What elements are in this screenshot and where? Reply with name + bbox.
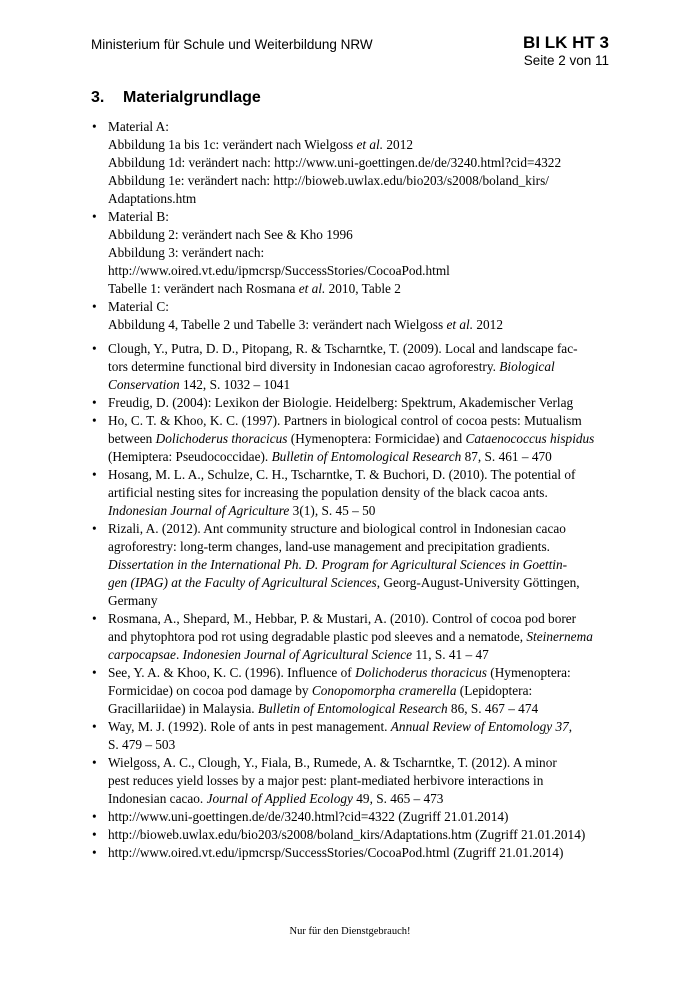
italic-text: Bulletin of Entomological Research xyxy=(271,449,462,464)
text-segment: (Hymenoptera: xyxy=(486,665,571,680)
text-line xyxy=(108,448,611,466)
text-line xyxy=(108,226,611,244)
text-line xyxy=(108,664,611,682)
material-label: • Material A: xyxy=(108,119,169,134)
reference-item xyxy=(91,664,611,718)
text-line xyxy=(108,772,611,790)
material-item xyxy=(91,208,611,298)
text-line xyxy=(108,826,611,844)
footer-note: Nur für den Dienstgebrauch! xyxy=(289,926,411,937)
text-line xyxy=(108,736,611,754)
text-segment: . xyxy=(175,647,183,662)
italic-text: carpocapsae xyxy=(108,647,176,662)
text-segment: Formicidae) on cocoa pod damage by xyxy=(108,683,312,698)
italic-text: Conservation xyxy=(108,377,180,392)
text-segment: (Hemiptera: Pseudococcidae). xyxy=(108,449,272,464)
italic-text: gen (IPAG) at the Faculty of Agricultural Sciences xyxy=(108,575,377,590)
text-segment: Ho, C. T. & Khoo, K. C. (1997). Partners in biological control of cocoa pests: Mutualism xyxy=(108,413,582,428)
reference-item xyxy=(91,826,611,844)
italic-text: Biological xyxy=(499,359,555,374)
text-line xyxy=(108,136,611,154)
italic-text: Dissertation in the International Ph. D. Program for Agricultural Sciences in Goettin- xyxy=(108,557,568,572)
material-item xyxy=(91,118,611,208)
text-line xyxy=(108,154,611,172)
text-segment: Freudig, D. (2004): Lexikon der Biologie. Heidelberg: Spektrum, Akademischer Verlag xyxy=(108,395,574,410)
italic-text: et al. xyxy=(298,281,326,296)
text-segment: , Georg-August-University Göttingen, xyxy=(376,575,580,590)
text-segment: Indonesian cacao. xyxy=(108,791,207,806)
text-line xyxy=(108,244,611,262)
section-number: 3. xyxy=(91,89,105,106)
reference-item xyxy=(91,808,611,826)
page-content xyxy=(91,118,611,862)
header-ministry: Ministerium für Schule und Weiterbildung NRW xyxy=(91,37,373,52)
text-line xyxy=(108,610,611,628)
text-line xyxy=(108,682,611,700)
text-segment: 2012 xyxy=(473,317,503,332)
text-line xyxy=(108,538,611,556)
text-line xyxy=(108,340,611,358)
text-segment: tors determine functional bird diversity in Indonesian cacao agroforestry. xyxy=(108,359,500,374)
text-segment: Rosmana, A., Shepard, M., Hebbar, P. & Mustari, A. (2010). Control of cocoa pod borer xyxy=(108,611,577,626)
reference-item xyxy=(91,610,611,664)
text-line xyxy=(108,262,611,280)
text-line xyxy=(108,808,611,826)
text-line xyxy=(108,172,611,190)
text-segment: 49, S. 465 – 473 xyxy=(352,791,444,806)
reference-item xyxy=(91,844,611,862)
text-segment: Rizali, A. (2012). Ant community structure and biological control in Indonesian cacao xyxy=(108,521,566,536)
italic-text: et al. xyxy=(356,137,384,152)
header-code: BI LK HT 3 xyxy=(523,33,609,52)
section-title: Materialgrundlage xyxy=(123,89,261,106)
italic-text: Indonesien Journal of Agricultural Science xyxy=(182,647,413,662)
text-line xyxy=(108,190,611,208)
reference-item xyxy=(91,340,611,394)
text-segment: Adaptations.htm xyxy=(108,191,197,206)
text-segment: http://www.uni-goettingen.de/de/3240.html?cid=4322 (Zugriff 21.01.2014) xyxy=(108,809,509,824)
text-segment: http://www.oired.vt.edu/ipmcrsp/SuccessStories/CocoaPod.html xyxy=(108,263,450,278)
text-segment: Abbildung 1e: verändert nach: http://bioweb.uwlax.edu/bio203/s2008/boland_kirs/ xyxy=(108,173,549,188)
text-line xyxy=(108,520,611,538)
material-list xyxy=(91,118,611,334)
text-segment: Gracillariidae) in Malaysia. xyxy=(108,701,258,716)
reference-item xyxy=(91,412,611,466)
text-segment: Abbildung 4, Tabelle 2 und Tabelle 3: verändert nach Wielgoss xyxy=(108,317,447,332)
reference-item xyxy=(91,394,611,412)
page-number: Seite 2 von 11 xyxy=(523,53,609,68)
text-segment: Abbildung 1d: verändert nach: http://www.uni-goettingen.de/de/3240.html?cid=4322 xyxy=(108,155,562,170)
reference-item xyxy=(91,754,611,808)
text-segment: and phytophtora pod rot using degradable plastic pod sleeves and a nematode, xyxy=(108,629,527,644)
text-segment: 3(1), S. 45 – 50 xyxy=(289,503,376,518)
text-segment: 11, S. 41 – 47 xyxy=(412,647,489,662)
text-line xyxy=(108,628,611,646)
text-line xyxy=(108,844,611,862)
material-item xyxy=(91,298,611,334)
text-line xyxy=(108,394,611,412)
text-line xyxy=(108,592,611,610)
text-segment: Hosang, M. L. A., Schulze, C. H., Tscharntke, T. & Buchori, D. (2010). The potential of xyxy=(108,467,576,482)
italic-text: Bulletin of Entomological Research xyxy=(257,701,448,716)
text-line xyxy=(108,466,611,484)
reference-item xyxy=(91,466,611,520)
text-segment: 142, S. 1032 – 1041 xyxy=(179,377,291,392)
italic-text: Steinernema xyxy=(526,629,593,644)
section-heading xyxy=(91,89,261,107)
text-segment: Wielgoss, A. C., Clough, Y., Fiala, B., Rumede, A. & Tscharntke, T. (2012). A minor xyxy=(108,755,557,770)
text-segment: 87, S. 461 – 470 xyxy=(461,449,552,464)
italic-text: Journal of Applied Ecology xyxy=(206,791,353,806)
text-segment: Abbildung 1a bis 1c: verändert nach Wielgoss xyxy=(108,137,357,152)
italic-text: Dolichoderus thoracicus xyxy=(155,431,288,446)
text-segment: Germany xyxy=(108,593,158,608)
text-line xyxy=(108,754,611,772)
text-line xyxy=(108,376,611,394)
italic-text: et al. xyxy=(446,317,474,332)
text-line xyxy=(108,646,611,664)
text-line xyxy=(108,316,611,334)
text-segment: agroforestry: long-term changes, land-use management and precipitation gradients. xyxy=(108,539,550,554)
text-segment: Tabelle 1: verändert nach Rosmana xyxy=(108,281,299,296)
text-segment: 2010, Table 2 xyxy=(325,281,401,296)
text-segment: Way, M. J. (1992). Role of ants in pest management. xyxy=(108,719,391,734)
header-right xyxy=(523,33,609,69)
italic-text: Cataenococcus hispidus xyxy=(465,431,595,446)
text-segment: between xyxy=(108,431,156,446)
italic-text: Annual Review of Entomology 37 xyxy=(390,719,569,734)
text-segment: Abbildung 3: verändert nach: xyxy=(108,245,265,260)
reference-item xyxy=(91,520,611,610)
reference-item xyxy=(91,718,611,754)
text-segment: pest reduces yield losses by a major pest: plant-mediated herbivore interactions in xyxy=(108,773,544,788)
text-line xyxy=(108,718,611,736)
reference-list xyxy=(91,340,611,862)
text-line xyxy=(108,484,611,502)
text-line xyxy=(108,502,611,520)
text-segment: , xyxy=(568,719,573,734)
text-line xyxy=(108,556,611,574)
text-line xyxy=(108,574,611,592)
text-segment: S. 479 – 503 xyxy=(108,737,176,752)
italic-text: Dolichoderus thoracicus xyxy=(355,665,487,680)
text-line xyxy=(108,700,611,718)
text-segment: Abbildung 2: verändert nach See & Kho 1996 xyxy=(108,227,353,242)
text-segment: artificial nesting sites for increasing the population density of the black cacoa ants. xyxy=(108,485,548,500)
text-segment: http://www.oired.vt.edu/ipmcrsp/SuccessStories/CocoaPod.html (Zugriff 21.01.2014) xyxy=(108,845,564,860)
text-segment: (Hymenoptera: Formicidae) and xyxy=(287,431,466,446)
text-line xyxy=(108,790,611,808)
text-segment: (Lepidoptera: xyxy=(456,683,533,698)
text-line xyxy=(108,412,611,430)
text-segment: Clough, Y., Putra, D. D., Pitopang, R. & Tscharntke, T. (2009). Local and landscape fac- xyxy=(108,341,578,356)
text-line xyxy=(108,358,611,376)
italic-text: Conopomorpha cramerella xyxy=(311,683,457,698)
italic-text: Indonesian Journal of Agriculture xyxy=(108,503,290,518)
material-label: • Material C: xyxy=(108,299,169,314)
text-segment: See, Y. A. & Khoo, K. C. (1996). Influence of xyxy=(108,665,356,680)
text-line xyxy=(108,280,611,298)
text-segment: http://bioweb.uwlax.edu/bio203/s2008/boland_kirs/Adaptations.htm (Zugriff 21.01.2014) xyxy=(108,827,586,842)
text-line xyxy=(108,430,611,448)
text-segment: 2012 xyxy=(383,137,413,152)
text-segment: 86, S. 467 – 474 xyxy=(447,701,539,716)
material-label: • Material B: xyxy=(108,209,169,224)
